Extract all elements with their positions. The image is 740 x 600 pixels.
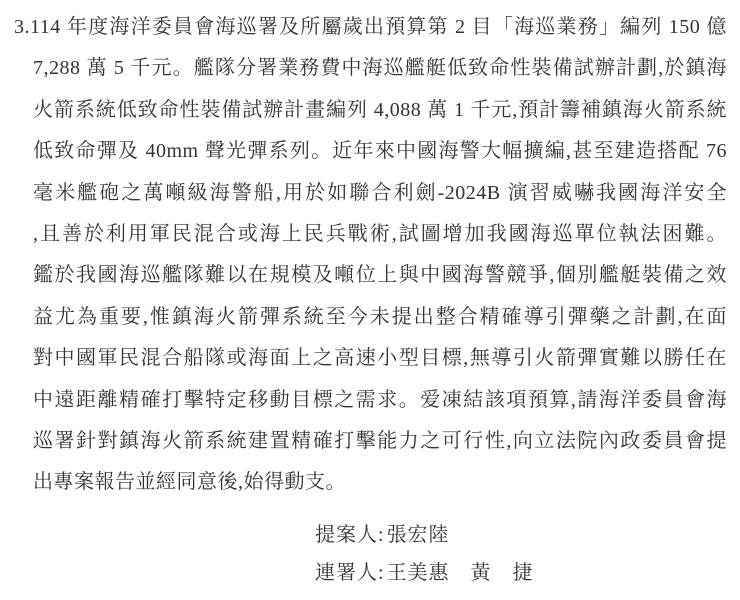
body-line: 益尤為重要,惟鎮海火箭彈系統至今未提出整合精確導引彈藥之計劃,在面 <box>33 305 727 328</box>
body-line-text: 114 年度海洋委員會海巡署及所屬歲出預算第 2 目「海巡業務」編列 150 億 <box>30 16 727 38</box>
body-line: 7,288 萬 5 千元。艦隊分署業務費中海巡艦艇低致命性裝備試辦計劃,於鎮海 <box>33 57 727 80</box>
cosigner-label: 連署人: <box>315 561 385 584</box>
cosigner-line <box>315 554 727 592</box>
proposer-line <box>315 516 727 554</box>
budget-proposal-paragraph <box>14 7 727 504</box>
body-line: 毫米艦砲之萬噸級海警船,用於如聯合利劍-2024B 演習威嚇我國海洋安全 <box>33 181 727 204</box>
body-line: 鑑於我國海巡艦隊難以在規模及噸位上與中國海警競爭,個別艦艇裝備之效 <box>33 264 727 287</box>
proposer-label: 提案人: <box>315 523 385 546</box>
proposer-name: 張宏陸 <box>386 523 450 546</box>
item-number: 3. <box>14 16 30 38</box>
body-line: 巡署針對鎮海火箭系統建置精確打擊能力之可行性,向立法院內政委員會提 <box>33 429 727 452</box>
body-line: 中遠距離精確打擊特定移動目標之需求。爱凍結該項預算,請海洋委員會海 <box>33 388 727 411</box>
body-line: 出專案報告並經同意後,始得動支。 <box>33 471 346 494</box>
cosigner-names: 王美惠 黃 捷 <box>386 561 534 584</box>
body-line <box>14 7 727 48</box>
body-line: 火箭系統低致命性裝備試辦計畫編列 4,088 萬 1 千元,預計籌補鎮海火箭系統 <box>33 98 727 121</box>
body-line: 對中國軍民混合船隊或海面上之高速小型目標,無導引火箭彈實難以勝任在 <box>33 347 727 370</box>
signature-block <box>315 516 727 592</box>
body-line: 低致命彈及 40mm 聲光彈系列。近年來中國海警大幅擴編,甚至建造搭配 76 <box>33 140 727 163</box>
body-line: ,且善於利用軍民混合或海上民兵戰術,試圖增加我國海巡單位執法困難。 <box>33 222 727 245</box>
